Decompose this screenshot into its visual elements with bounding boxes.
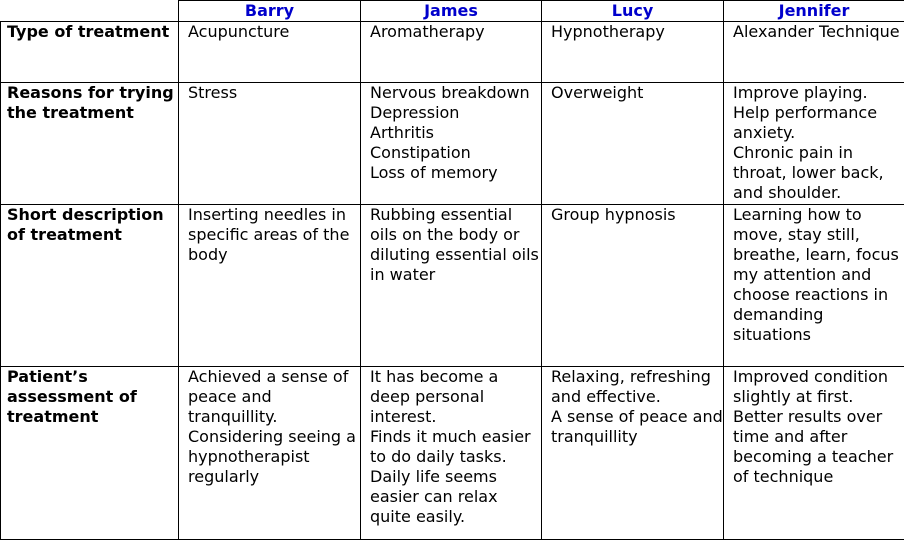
cell-short-description-jennifer	[724, 205, 904, 367]
cell-text: Aromatherapy	[370, 22, 541, 42]
cell-text: Nervous breakdown	[370, 83, 541, 103]
cell-type-of-treatment-james	[361, 22, 542, 83]
cell-text: Overweight	[551, 83, 723, 103]
table-row-type-of-treatment	[1, 22, 904, 83]
cell-patient-assessment-james	[361, 367, 542, 540]
cell-short-description-barry	[179, 205, 361, 367]
row-label-short-description: Short description of treatment	[1, 205, 179, 367]
row-label-patient-assessment: Patient’s assessment of treatment	[1, 367, 179, 540]
row-label-reasons: Reasons for trying the treatment	[1, 83, 179, 205]
cell-short-description-james	[361, 205, 542, 367]
cell-type-of-treatment-lucy	[542, 22, 724, 83]
cell-text: Relaxing, refreshing and effective.	[551, 367, 723, 407]
cell-reasons-jennifer	[724, 83, 904, 205]
cell-text: Group hypnosis	[551, 205, 723, 225]
cell-text: Stress	[188, 83, 360, 103]
row-label-type-of-treatment: Type of treatment	[1, 22, 179, 83]
cell-patient-assessment-lucy	[542, 367, 724, 540]
cell-text: Achieved a sense of peace and tranquillity.	[188, 367, 360, 427]
cell-text: Improved condition slightly at first.	[733, 367, 904, 407]
column-header-james: James	[361, 1, 542, 22]
cell-text: Rubbing essential oils on the body or diluting essential oils in water	[370, 205, 541, 285]
cell-text: Finds it much easier to do daily tasks. Daily life seems easier can relax quite easily.	[370, 427, 541, 527]
cell-text: Hypnotherapy	[551, 22, 723, 42]
column-header-lucy: Lucy	[542, 1, 724, 22]
cell-reasons-lucy	[542, 83, 724, 205]
cell-type-of-treatment-jennifer	[724, 22, 904, 83]
corner-cell	[1, 1, 179, 22]
cell-patient-assessment-jennifer	[724, 367, 904, 540]
cell-text: Improve playing.	[733, 83, 904, 103]
cell-text: Alexander Technique	[733, 22, 904, 42]
header-row	[1, 1, 904, 22]
cell-patient-assessment-barry	[179, 367, 361, 540]
cell-text: Help performance anxiety.	[733, 103, 904, 143]
cell-text: Arthritis	[370, 123, 541, 143]
cell-short-description-lucy	[542, 205, 724, 367]
cell-type-of-treatment-barry	[179, 22, 361, 83]
cell-text: A sense of peace and tranquillity	[551, 407, 723, 447]
cell-text: Inserting needles in specific areas of the body	[188, 205, 360, 265]
column-header-barry: Barry	[179, 1, 361, 22]
cell-reasons-barry	[179, 83, 361, 205]
column-header-jennifer: Jennifer	[724, 1, 904, 22]
table-row-reasons	[1, 83, 904, 205]
cell-text: Considering seeing a hypnotherapist regularly	[188, 427, 360, 487]
cell-text: It has become a deep personal interest.	[370, 367, 541, 427]
cell-text: Depression	[370, 103, 541, 123]
cell-reasons-james	[361, 83, 542, 205]
cell-text: Chronic pain in throat, lower back, and shoulder.	[733, 143, 904, 203]
cell-text: Acupuncture	[188, 22, 360, 42]
cell-text: Better results over time and after becoming a teacher of technique	[733, 407, 904, 487]
table-row-short-description	[1, 205, 904, 367]
cell-text: Loss of memory	[370, 163, 541, 183]
cell-text: Constipation	[370, 143, 541, 163]
cell-text: Learning how to move, stay still, breathe, learn, focus my attention and choose reactions in demanding situations	[733, 205, 904, 345]
table-row-patient-assessment	[1, 367, 904, 540]
